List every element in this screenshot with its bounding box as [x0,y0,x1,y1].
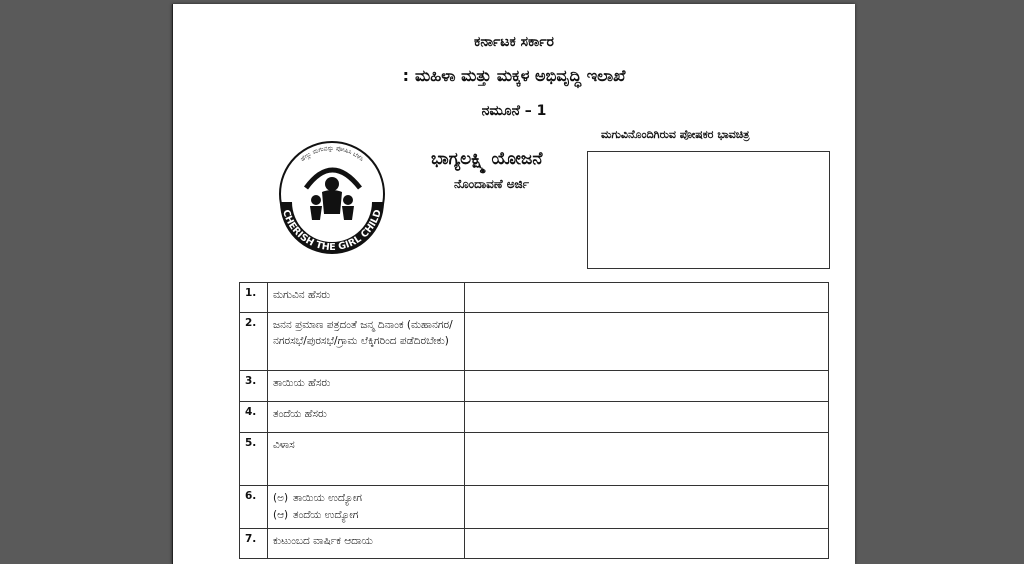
table-row [240,371,829,402]
scheme-logo [268,130,396,258]
table-row [240,529,829,559]
government-heading: ಕರ್ನಾಟಕ ಸರ್ಕಾರ [474,34,554,50]
field-label: ಜನನ ಪ್ರಮಾಣ ಪತ್ರದಂತೆ ಜನ್ಮ ದಿನಾಂಕ (ಮಹಾನಗರ/ನಗರಸಭೆ/ಪುರಸಭೆ/ಗ್ರಾಮ ಲೆಕ್ಕಿಗರಿಂದ ಪಡೆದಿರಬೇಕು) [268,313,465,371]
photo-box [587,151,830,269]
application-form-table [239,282,829,559]
field-label: ಮಗುವಿನ ಹೆಸರು [268,283,465,313]
table-row [240,313,829,371]
mother-name-field[interactable] [465,371,829,402]
row-number: 4. [240,402,268,433]
field-label [268,486,465,529]
row-number: 5. [240,433,268,486]
father-occupation-label [273,507,459,524]
occupation-field[interactable] [465,486,829,529]
row-number: 1. [240,283,268,313]
field-label: ವಿಳಾಸ [268,433,465,486]
department-prefix: : [402,66,409,85]
field-label: ಕುಟುಂಬದ ವಾರ್ಷಿಕ ಆದಾಯ [268,529,465,559]
sub-label: ತಾಯಿಯ ಉದ್ಯೋಗ [293,492,362,504]
document-page [172,4,855,564]
photo-label: ಮಗುವಿನೊಂದಿಗಿರುವ ಪೋಷಕರ ಭಾವಚಿತ್ರ [601,128,750,141]
table-row [240,283,829,313]
form-number-text: ನಮೂನೆ – 1 [481,103,547,119]
department-name: ಮಹಿಳಾ ಮತ್ತು ಮಕ್ಕಳ ಅಭಿವೃದ್ಧಿ ಇಲಾಖೆ [415,66,626,85]
table-row [240,402,829,433]
row-number: 3. [240,371,268,402]
annual-income-field[interactable] [465,529,829,559]
row-number: 7. [240,529,268,559]
address-field[interactable] [465,433,829,486]
row-number: 6. [240,486,268,529]
table-row [240,486,829,529]
form-number [173,103,855,119]
scheme-subtitle: ನೊಂದಾವಣೆ ಅರ್ಜಿ [454,177,529,191]
logo-ring-text: CHERISH THE GIRL CHILD [280,208,384,254]
mother-occupation-label [273,490,459,507]
scheme-title: ಭಾಗ್ಯಲಕ್ಷ್ಮಿ ಯೋಜನೆ [431,149,543,169]
father-name-field[interactable] [465,402,829,433]
sub-label: ತಂದೆಯ ಉದ್ಯೋಗ [293,509,359,521]
scheme-logo-graphic [268,130,396,258]
sub-marker: (ಆ) [273,509,289,521]
child-name-field[interactable] [465,283,829,313]
table-row [240,433,829,486]
sub-marker: (ಅ) [273,492,289,504]
department-heading [173,66,855,86]
field-label: ತಾಯಿಯ ಹೆಸರು [268,371,465,402]
row-number: 2. [240,313,268,371]
logo-top-text: ಹೆಣ್ಣು ಮಗುವನ್ನು ಪೋಷಿಸಿ ಬೆಳೆಸಿ [299,144,365,163]
field-label: ತಂದೆಯ ಹೆಸರು [268,402,465,433]
birth-date-field[interactable] [465,313,829,371]
